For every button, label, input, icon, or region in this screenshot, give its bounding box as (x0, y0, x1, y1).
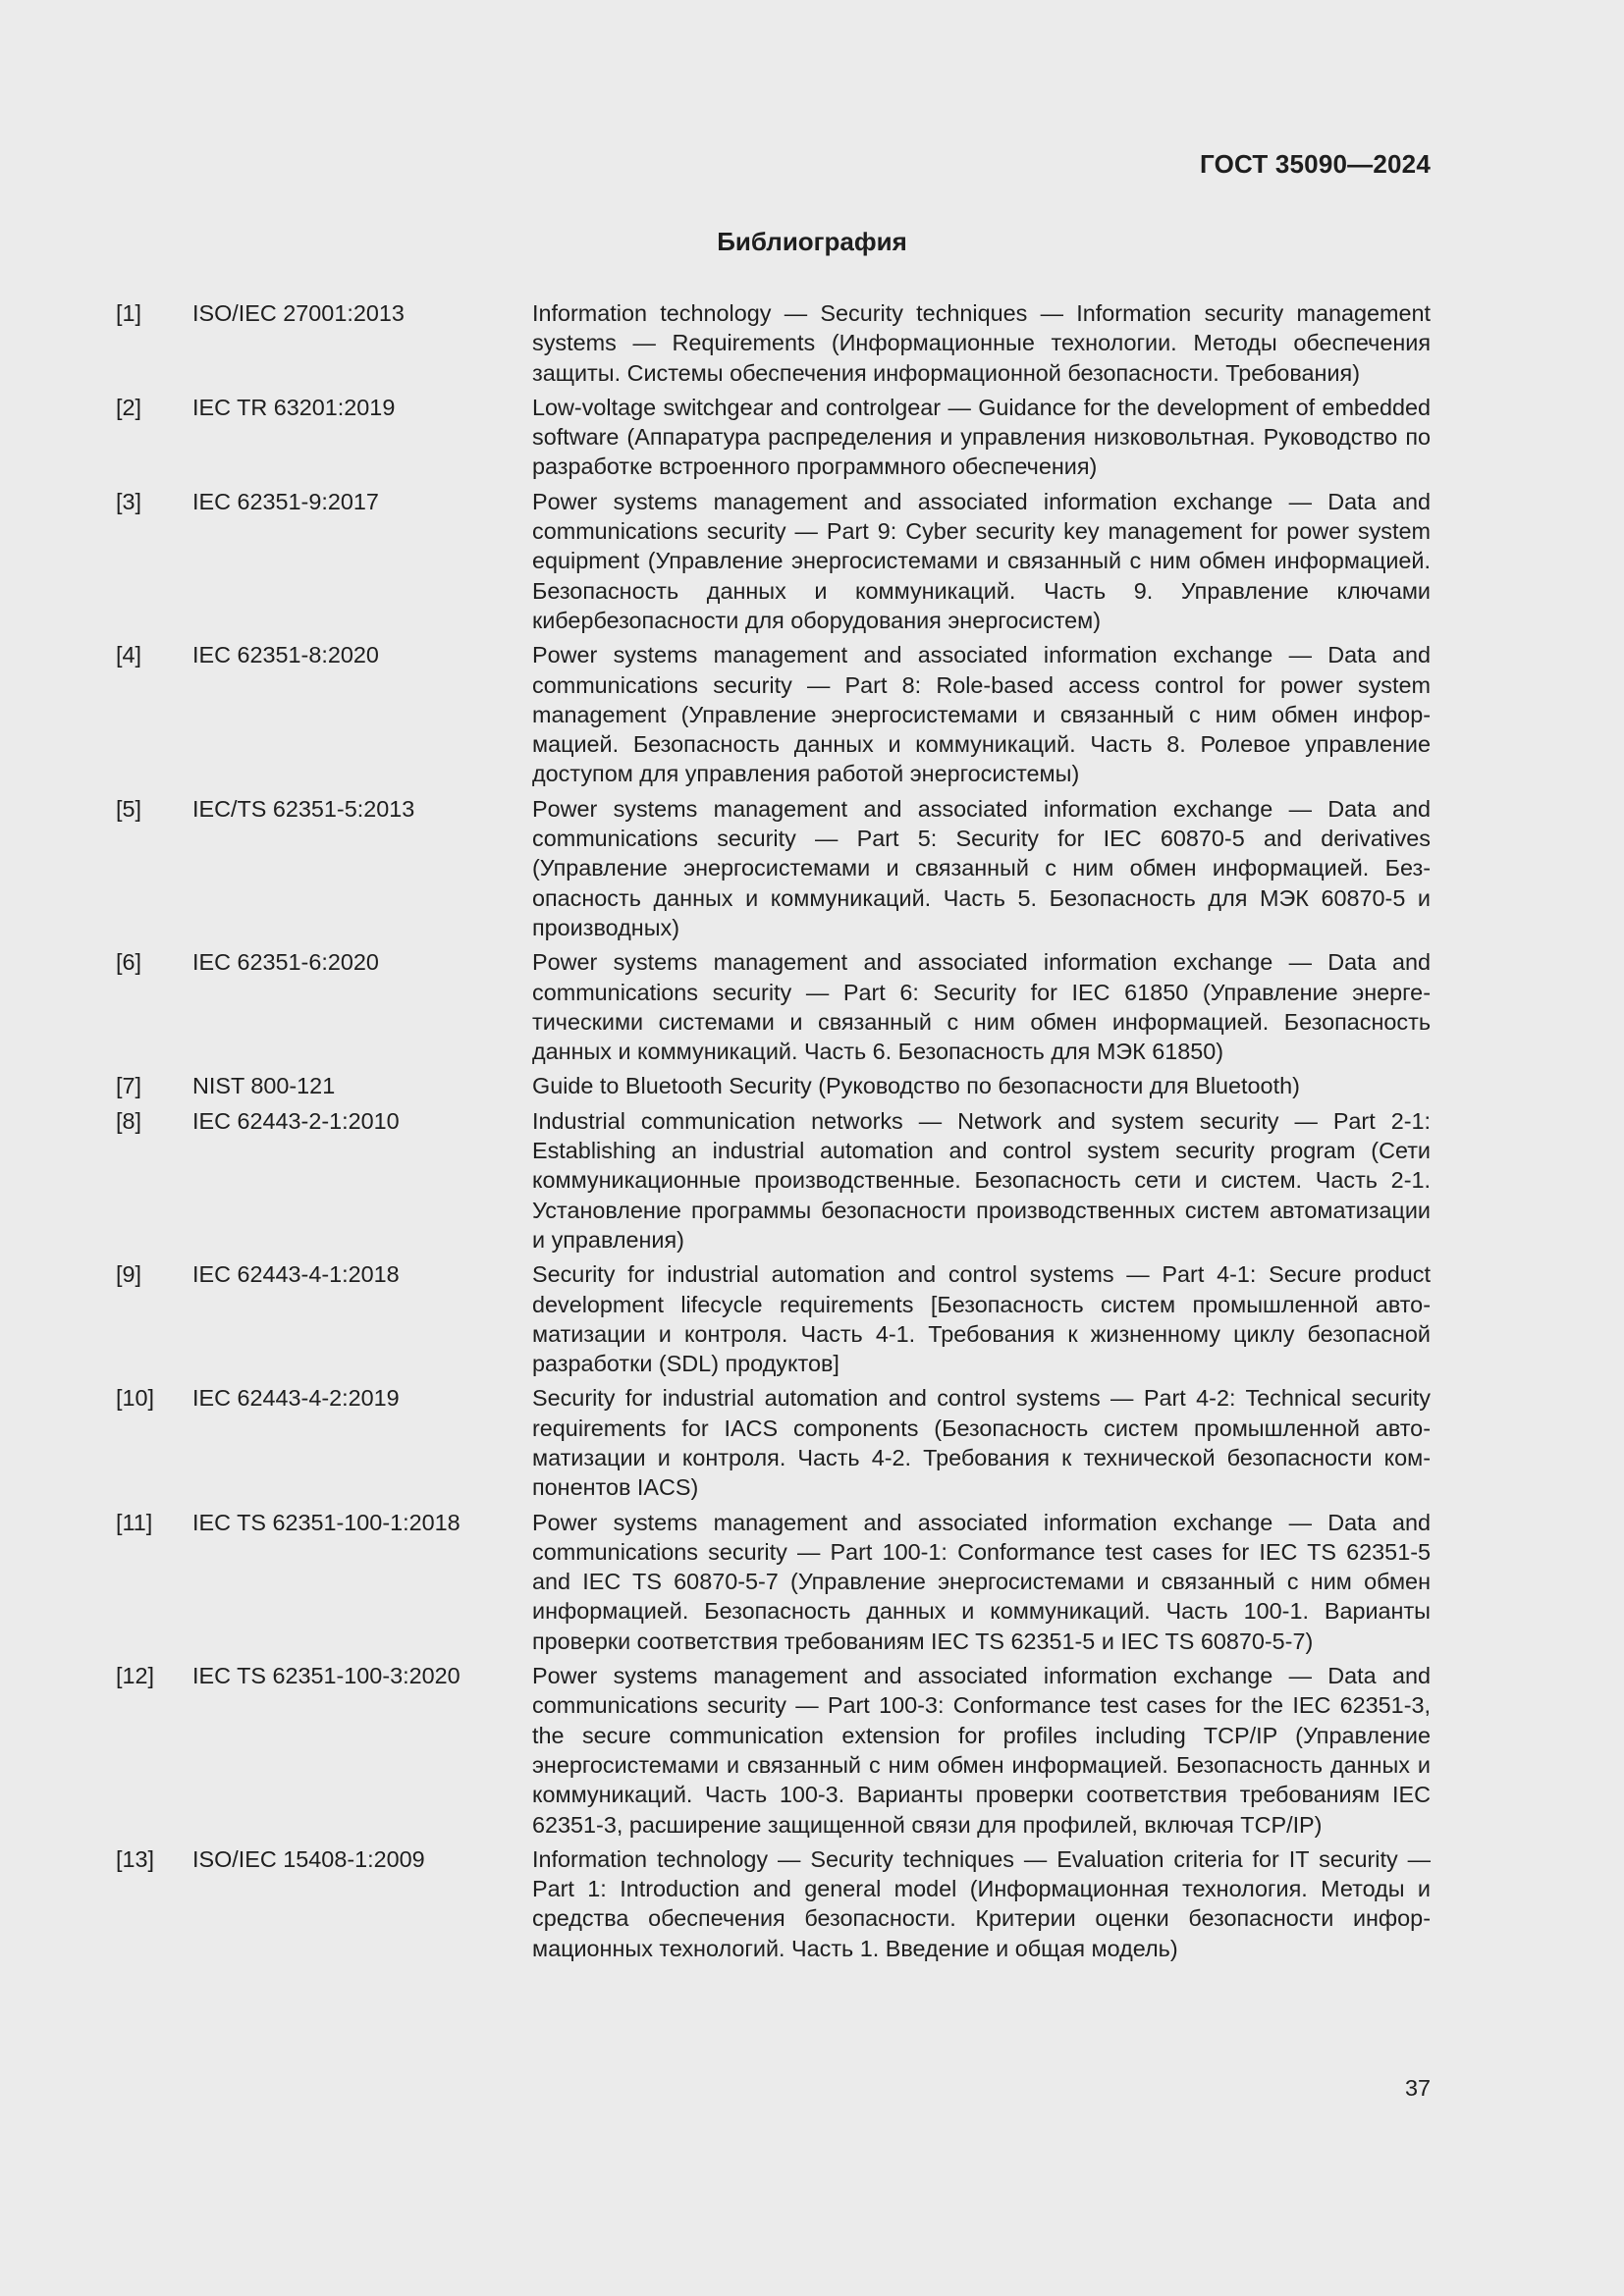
entry-number: [9] (116, 1261, 142, 1288)
page-header-standard-id: ГОСТ 35090—2024 (1200, 149, 1431, 179)
entry-description: Industrial communication networks — Network and system security — Part 2-1: Establishing an industrial automation and control system security program (Сети коммуникационные производственные. Безопасность сети и систем. Часть 2-1. Установление программы безопасности производственных систем автоматизации и управления) (532, 1107, 1431, 1253)
entry-description: Information technology — Security techniques — Information security management systems — Requirements (Информационные технологии. Методы обеспечения защиты. Системы обеспечения информационной безопасности. Требования) (532, 300, 1431, 386)
entry-number: [5] (116, 795, 142, 822)
bibliography-list (116, 298, 1431, 1968)
entry-standard-code: NIST 800-121 (192, 1073, 336, 1099)
bibliography-entry (116, 298, 1431, 388)
bibliography-entry (116, 1071, 1431, 1100)
page-number: 37 (1404, 2075, 1431, 2101)
entry-description: Security for industrial automation and control systems — Part 4-1: Secure product development lifecycle requirements [Безопасность систем промышленной автоматизации и контроля. Часть 4-1. Требования к жизненному циклу безопасной разработки (SDL) продуктов] (532, 1261, 1431, 1377)
entry-standard-code: IEC 62351-8:2020 (192, 642, 379, 668)
bibliography-entry (116, 1259, 1431, 1378)
bibliography-entry (116, 487, 1431, 635)
entry-standard-code: IEC TS 62351-100-1:2018 (192, 1509, 460, 1535)
entry-standard-code: ISO/IEC 27001:2013 (192, 300, 405, 326)
entry-standard-code: IEC TR 63201:2019 (192, 394, 396, 420)
entry-number: [10] (116, 1385, 155, 1412)
entry-description: Power systems management and associated information exchange — Data and communications security — Part 100-1: Conformance test cases for IEC TS 62351-5 and IEC TS 60870-5-7 (Управление энергосистемами и связанный с ним обмен информацией. Безопасность данных и коммуникаций. Часть 100-1. Варианты проверки соответствия требованиям IEC TS 62351-5 и IEC TS 60870-5-7) (532, 1509, 1431, 1654)
bibliography-entry (116, 1383, 1431, 1502)
entry-description: Low-voltage switchgear and controlgear — Guidance for the development of embedded software (Аппаратура распределения и управления низковольтная. Руководство по разработке встроенного программного обеспечения) (532, 394, 1431, 480)
entry-description: Security for industrial automation and control systems — Part 4-2: Technical security requirements for IACS components (Безопасность систем промышленной автоматизации и контроля. Часть 4-2. Требования к технической безопасности компонентов IACS) (532, 1385, 1431, 1501)
entry-description: Power systems management and associated information exchange — Data and communications security — Part 100-3: Conformance test cases for the IEC 62351-3, the secure communication extension for profiles including TCP/IP (Управление энергосистемами и связанный с ним обмен информацией. Безопасность данных и коммуникаций. Часть 100-3. Варианты проверки соответствия требованиям IEC 62351-3, расширение защищенной связи для профилей, включая TCP/IP) (532, 1663, 1431, 1838)
entry-number: [12] (116, 1663, 155, 1689)
entry-number: [1] (116, 300, 142, 326)
entry-description: Information technology — Security techniques — Evaluation criteria for IT security — Part 1: Introduction and general model (Информационная технология. Методы и средства обеспечения безопасности. Критерии оценки безопасности информационных технологий. Часть 1. Введение и общая модель) (532, 1845, 1431, 1961)
entry-standard-code: IEC 62443-4-2:2019 (192, 1385, 400, 1412)
bibliography-entry (116, 393, 1431, 482)
entry-description: Power systems management and associated information exchange — Data and communications security — Part 8: Role-based access control for power system management (Управление энергосистемами и связанный с ним обмен информацией. Безопасность данных и коммуникаций. Часть 8. Ролевое управление доступом для управления работой энергосистемы) (532, 642, 1431, 787)
entry-standard-code: IEC 62443-2-1:2010 (192, 1107, 400, 1134)
entry-number: [3] (116, 488, 142, 514)
bibliography-entry (116, 1844, 1431, 1963)
entry-number: [11] (116, 1509, 153, 1535)
bibliography-entry (116, 1106, 1431, 1255)
entry-description: Power systems management and associated information exchange — Data and communications security — Part 9: Cyber security key management for power system equipment (Управление энергосистемами и связанный с ним обмен информацией. Безопасность данных и коммуникаций. Часть 9. Управление ключами кибербезопасности для оборудования энергосистем) (532, 488, 1431, 633)
bibliography-entry (116, 1508, 1431, 1656)
entry-number: [13] (116, 1845, 155, 1872)
entry-standard-code: IEC TS 62351-100-3:2020 (192, 1663, 460, 1689)
entry-standard-code: IEC 62351-9:2017 (192, 488, 379, 514)
entry-number: [2] (116, 394, 142, 420)
bibliography-entry (116, 794, 1431, 942)
entry-number: [6] (116, 949, 142, 976)
entry-number: [4] (116, 642, 142, 668)
entry-standard-code: IEC 62351-6:2020 (192, 949, 379, 976)
entry-description: Power systems management and associated information exchange — Data and communications security — Part 5: Security for IEC 60870-5 and derivatives (Управление энергосистемами и связанный с ним обмен информацией. Безопасность данных и коммуникаций. Часть 5. Безопасность для МЭК 60870-5 и производных) (532, 795, 1431, 940)
entry-standard-code: IEC/TS 62351-5:2013 (192, 795, 415, 822)
section-title: Библиография (717, 227, 907, 256)
entry-description: Power systems management and associated information exchange — Data and communications security — Part 6: Security for IEC 61850 (Управление энергетическими системами и связанный с ним обмен информацией. Безопасность данных и коммуникаций. Часть 6. Безопасность для МЭК 61850) (532, 949, 1431, 1065)
entry-description: Guide to Bluetooth Security (Руководство по безопасности для Bluetooth) (532, 1073, 1300, 1099)
bibliography-entry (116, 1661, 1431, 1840)
bibliography-entry (116, 640, 1431, 788)
entry-number: [7] (116, 1073, 142, 1099)
entry-standard-code: IEC 62443-4-1:2018 (192, 1261, 400, 1288)
bibliography-entry (116, 947, 1431, 1066)
entry-number: [8] (116, 1107, 142, 1134)
entry-standard-code: ISO/IEC 15408-1:2009 (192, 1845, 425, 1872)
